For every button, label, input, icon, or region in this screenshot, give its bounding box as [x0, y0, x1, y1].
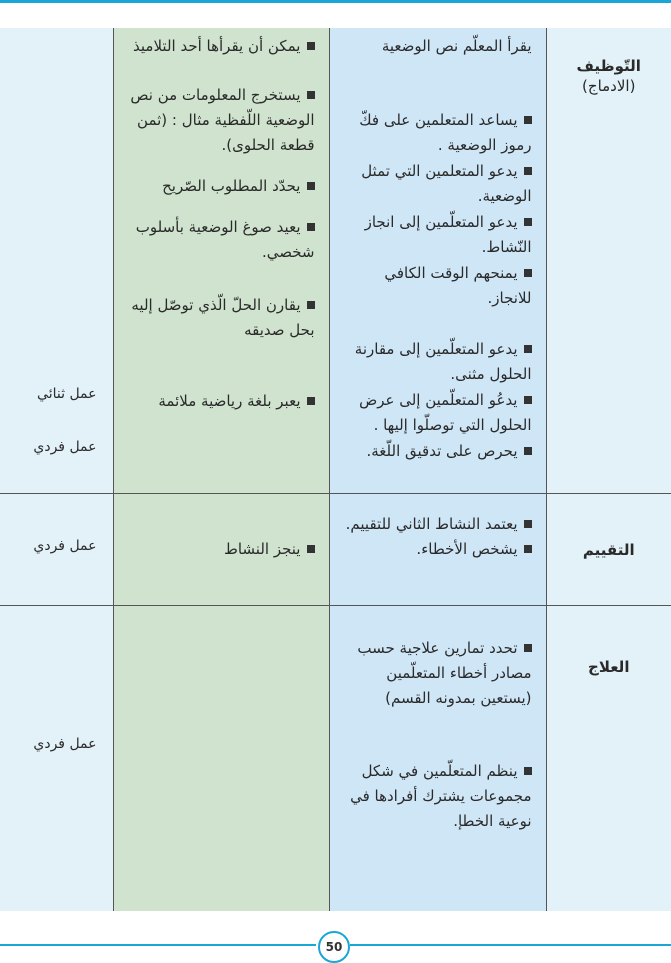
stage-title: التقييم	[547, 541, 671, 559]
teacher-item: يساعد المتعلمين على فكّ رموز الوضعية .	[338, 108, 532, 158]
square-bullet-icon	[307, 42, 315, 50]
square-bullet-icon	[524, 545, 532, 553]
teacher-activity-cell	[329, 28, 546, 494]
teacher-activity-cell	[329, 606, 546, 912]
square-bullet-icon	[524, 767, 532, 775]
square-bullet-icon	[524, 167, 532, 175]
teacher-item: تحدد تمارين علاجية حسب مصادر أخطاء المتعلّمين (يستعين بمدونه القسم)	[338, 636, 532, 711]
teacher-item: يمنحهم الوقت الكافي للانجاز.	[338, 261, 532, 311]
square-bullet-icon	[524, 396, 532, 404]
stage-title: العلاج	[547, 658, 671, 676]
work-mode-cell	[0, 494, 113, 606]
student-item: ينجز النشاط	[122, 537, 315, 562]
square-bullet-icon	[307, 545, 315, 553]
square-bullet-icon	[524, 447, 532, 455]
square-bullet-icon	[524, 269, 532, 277]
teacher-item: يدعُو المتعلّمين إلى عرض الحلول التي توصلّوا إليها .	[338, 388, 532, 438]
square-bullet-icon	[524, 218, 532, 226]
square-bullet-icon	[524, 520, 532, 528]
square-bullet-icon	[524, 644, 532, 652]
square-bullet-icon	[307, 182, 315, 190]
footer-rule-right	[350, 944, 671, 946]
student-item: يعيد صوغ الوضعية بأسلوب شخصي.	[122, 215, 315, 265]
teacher-activity-cell	[329, 494, 546, 606]
teacher-item: يدعو المتعلّمين إلى مقارنة الحلول مثنى.	[338, 337, 532, 387]
student-item: يحدّد المطلوب الصّريح	[122, 174, 315, 199]
student-item: يستخرج المعلومات من نص الوضعية اللّفظية مثال : (ثمن قطعة الحلوى).	[122, 83, 315, 158]
header-band	[0, 3, 671, 28]
work-mode-cell	[0, 28, 113, 494]
square-bullet-icon	[307, 397, 315, 405]
teacher-item: يدعو المتعلّمين إلى انجاز النّشاط.	[338, 210, 532, 260]
work-mode-label: عمل فردي	[33, 439, 96, 455]
student-activity-cell	[113, 28, 329, 494]
table-row	[0, 606, 671, 912]
student-activity-cell	[113, 494, 329, 606]
teacher-item: يعتمد النشاط الثاني للتقييم.	[338, 512, 532, 537]
teacher-item: يشخص الأخطاء.	[338, 537, 532, 562]
work-mode-label: عمل فردي	[33, 736, 96, 752]
teacher-item: يدعو المتعلمين التي تمثل الوضعية.	[338, 159, 532, 209]
stage-cell	[546, 606, 671, 912]
student-activity-cell	[113, 606, 329, 912]
stage-cell	[546, 28, 671, 494]
table-row	[0, 28, 671, 494]
square-bullet-icon	[524, 116, 532, 124]
stage-cell	[546, 494, 671, 606]
student-item: يعبر بلغة رياضية ملائمة	[122, 389, 315, 414]
stage-title: التّوظيف	[547, 57, 671, 75]
square-bullet-icon	[307, 301, 315, 309]
work-mode-cell	[0, 606, 113, 912]
table-row	[0, 494, 671, 606]
work-mode-label: عمل فردي	[33, 538, 96, 554]
teacher-item: ينظم المتعلّمين في شكل مجموعات يشترك أفرادها في نوعية الخطإ.	[338, 759, 532, 834]
lesson-table	[0, 28, 671, 911]
work-mode-label: عمل ثنائي	[37, 386, 96, 402]
teacher-item: يحرص على تدقيق اللّغة.	[338, 439, 532, 464]
stage-subtitle: (الادماج)	[547, 77, 671, 95]
square-bullet-icon	[524, 345, 532, 353]
page-number: 50	[318, 931, 350, 963]
square-bullet-icon	[307, 223, 315, 231]
footer-rule-left	[0, 944, 316, 946]
square-bullet-icon	[307, 91, 315, 99]
student-item: يقارن الحلّ الّذي توصّل إليه بحل صديقه	[122, 293, 315, 343]
teacher-item: يقرأ المعلّم نص الوضعية	[338, 34, 532, 59]
student-item: يمكن أن يقرأها أحد التلاميذ	[122, 34, 315, 59]
